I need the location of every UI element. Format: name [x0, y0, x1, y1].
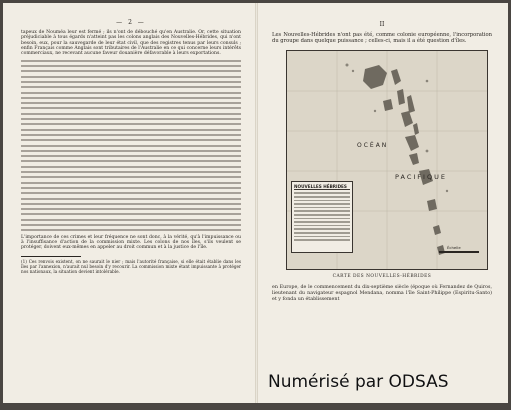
scale-label: Échelle — [447, 245, 461, 251]
watermark: Numérisé par ODSAS — [268, 372, 449, 392]
map-legend — [291, 181, 353, 253]
intro-paragraph: Les Nouvelles-Hébrides n'ont pas été, comme colonie européenne, l'incorporation du groupe dans quelque puissance ; celles-ci, mais il a été question d'îles. — [272, 32, 492, 45]
paragraph: en Europe, de le commencement du dix-septième siècle (époque où Fernandez de Quiros, lieutenant du navigateur espagnol Mendana, nomma l'île Saint-Philippe (Espiritu-Santo) et y fonda un établissement — [272, 285, 492, 302]
map-figure — [286, 50, 488, 270]
paragraph: tapeux de Nouméa leur est fermé ; ils n'ont de débouché qu'en Australie. Or, cette situation préjudiciable à tous égards n'atteint pas les colons anglais des Nouvelles-Hébrides, qui n'ont besoin, eux, pour la sauvegarde de leur état civil, que des registres tenus par leurs consuls ; enfin Français comme Anglais sont tributaires de l'Australie en ce qui concerne leurs intérêts commerciaux, ne recevant aucune faveur douanière défavorable à leurs exportations. — [21, 30, 241, 57]
left-page — [3, 3, 255, 403]
right-page — [258, 3, 508, 403]
paragraph: L'importance de ces crimes et leur fréquence ne sont donc, à la vérité, qu'à l'impuissance ou à l'insuffisance d'action de la commission mixte. Les colons de nos îles, s'ils veulent se protéger, doivent eux-mêmes en appeler au droit commun et à la justice de l'île. — [21, 234, 241, 251]
map-caption: CARTE DES NOUVELLES-HÉBRIDES — [332, 274, 432, 280]
legend-title: NOUVELLES HÉBRIDES — [294, 184, 350, 190]
footnote: (1) Ces renvois existent, on ne saurait le nier ; mais l'autorité française, si elle était établie dans les îles par l'annexion, n'aurait nul besoin d'y recourir. La commission mixte étant impuissante à protéger nos nationaux, la situation devient intolérable. — [21, 259, 241, 275]
ocean-label: OCÉAN — [357, 142, 389, 150]
book-spread — [3, 3, 508, 403]
chapter-number: II — [379, 21, 385, 28]
text-block — [21, 60, 241, 232]
sea-label: PACIFIQUE — [395, 173, 447, 182]
page-number: — 2 — — [116, 19, 146, 26]
footnote-rule — [21, 256, 81, 257]
